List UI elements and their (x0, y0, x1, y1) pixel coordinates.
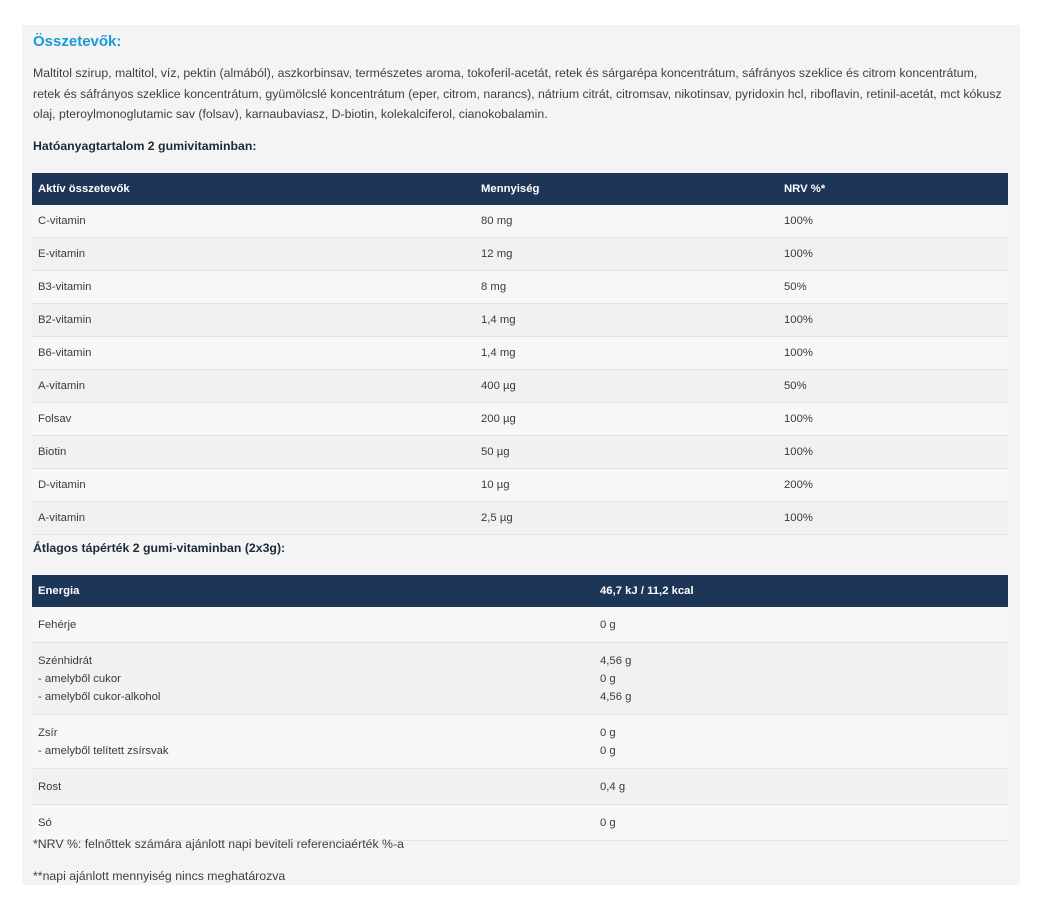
cell-quantity: 400 µg (475, 370, 778, 403)
table-header-row (32, 173, 1008, 205)
cell-amount (594, 607, 1008, 643)
header-energy-value: 46,7 kJ / 11,2 kcal (594, 575, 1008, 607)
cell-nutrient (32, 805, 594, 841)
nutrient-value: 4,56 g (600, 655, 632, 667)
ingredients-text: Maltitol szirup, maltitol, víz, pektin (almából), aszkorbinsav, természetes aroma, tokoferil-acetát, retek és sárgarépa koncentrátum, sáfrányos szeklice és citrom koncentrátum, retek és sáfrányos szeklice koncentrátum, gyümölcslé koncentrátum (eper, citrom, narancs), nátrium citrát, citromsav, nikotinsav, pyridoxin hcl, riboflavin, retinil-acetát, mct kókusz olaj, pteroylmonoglutamic sav (folsav), karnaubaviasz, D-biotin, kolekalciferol, cianokobalamin. (33, 66, 1002, 121)
nutrient-value: 0 g (600, 727, 616, 739)
table-row (32, 769, 1008, 805)
nutrient-label: Rost (38, 781, 62, 793)
cell-nutrient (32, 715, 594, 769)
cell-ingredient: D-vitamin (32, 469, 475, 502)
cell-amount (594, 715, 1008, 769)
nutrient-label: Fehérje (38, 619, 77, 631)
cell-ingredient: B2-vitamin (32, 304, 475, 337)
cell-ingredient: B3-vitamin (32, 271, 475, 304)
header-energy-label: Energia (32, 575, 594, 607)
cell-nutrient (32, 769, 594, 805)
cell-ingredient: Biotin (32, 436, 475, 469)
cell-nrv: 100% (778, 238, 1008, 271)
nutrient-label: Só (38, 817, 52, 829)
table-row (32, 607, 1008, 643)
cell-nrv: 100% (778, 337, 1008, 370)
cell-quantity: 80 mg (475, 205, 778, 238)
table-row (32, 370, 1008, 403)
nutrient-label: - amelyből telített zsírsvak (38, 745, 169, 757)
nutrient-value: 4,56 g (600, 691, 632, 703)
cell-nrv: 100% (778, 205, 1008, 238)
nutrient-label: Zsír (38, 727, 58, 739)
header-quantity: Mennyiség (475, 173, 778, 205)
cell-ingredient: A-vitamin (32, 502, 475, 535)
cell-quantity: 2,5 µg (475, 502, 778, 535)
cell-nrv: 200% (778, 469, 1008, 502)
ingredients-heading: Összetevők: (33, 33, 122, 50)
nutrient-label: Szénhidrát (38, 655, 93, 667)
cell-ingredient: B6-vitamin (32, 337, 475, 370)
header-nrv: NRV %* (778, 173, 1008, 205)
not-defined-footnote: **napi ajánlott mennyiség nincs meghatározva (33, 869, 286, 883)
table-row (32, 502, 1008, 535)
cell-quantity: 1,4 mg (475, 337, 778, 370)
cell-nrv: 50% (778, 271, 1008, 304)
cell-quantity: 50 µg (475, 436, 778, 469)
nutrient-value: 0 g (600, 673, 616, 685)
nutrition-table (32, 575, 1008, 841)
cell-nrv: 50% (778, 370, 1008, 403)
nutrient-value: 0 g (600, 619, 616, 631)
cell-nrv: 100% (778, 403, 1008, 436)
cell-quantity: 10 µg (475, 469, 778, 502)
cell-quantity: 1,4 mg (475, 304, 778, 337)
table-row (32, 304, 1008, 337)
table-row (32, 469, 1008, 502)
cell-ingredient: A-vitamin (32, 370, 475, 403)
cell-nrv: 100% (778, 502, 1008, 535)
nutrient-label: - amelyből cukor-alkohol (38, 691, 161, 703)
cell-nrv: 100% (778, 304, 1008, 337)
nutrient-label: - amelyből cukor (38, 673, 121, 685)
cell-ingredient: Folsav (32, 403, 475, 436)
table-row (32, 715, 1008, 769)
table-row (32, 805, 1008, 841)
table-row (32, 238, 1008, 271)
product-info-panel (22, 25, 1020, 885)
table-row (32, 205, 1008, 238)
cell-amount (594, 769, 1008, 805)
cell-ingredient: E-vitamin (32, 238, 475, 271)
nutrition-table-title: Átlagos tápérték 2 gumi-vitaminban (2x3g): (33, 541, 286, 555)
table-row (32, 271, 1008, 304)
table-header-row (32, 575, 1008, 607)
cell-nutrient (32, 643, 594, 715)
cell-amount (594, 805, 1008, 841)
cell-quantity: 8 mg (475, 271, 778, 304)
table-row (32, 643, 1008, 715)
nrv-footnote: *NRV %: felnőttek számára ajánlott napi beviteli referenciaérték %-a (33, 837, 404, 851)
cell-quantity: 200 µg (475, 403, 778, 436)
cell-quantity: 12 mg (475, 238, 778, 271)
nutrient-value: 0,4 g (600, 781, 626, 793)
active-ingredients-table (32, 173, 1008, 535)
table-row (32, 436, 1008, 469)
cell-nrv: 100% (778, 436, 1008, 469)
table-row (32, 403, 1008, 436)
cell-nutrient (32, 607, 594, 643)
nutrient-value: 0 g (600, 745, 616, 757)
nutrient-value: 0 g (600, 817, 616, 829)
table-row (32, 337, 1008, 370)
active-table-title: Hatóanyagtartalom 2 gumivitaminban: (33, 139, 257, 153)
header-active-ingredients: Aktív összetevők (32, 173, 475, 205)
cell-ingredient: C-vitamin (32, 205, 475, 238)
cell-amount (594, 643, 1008, 715)
